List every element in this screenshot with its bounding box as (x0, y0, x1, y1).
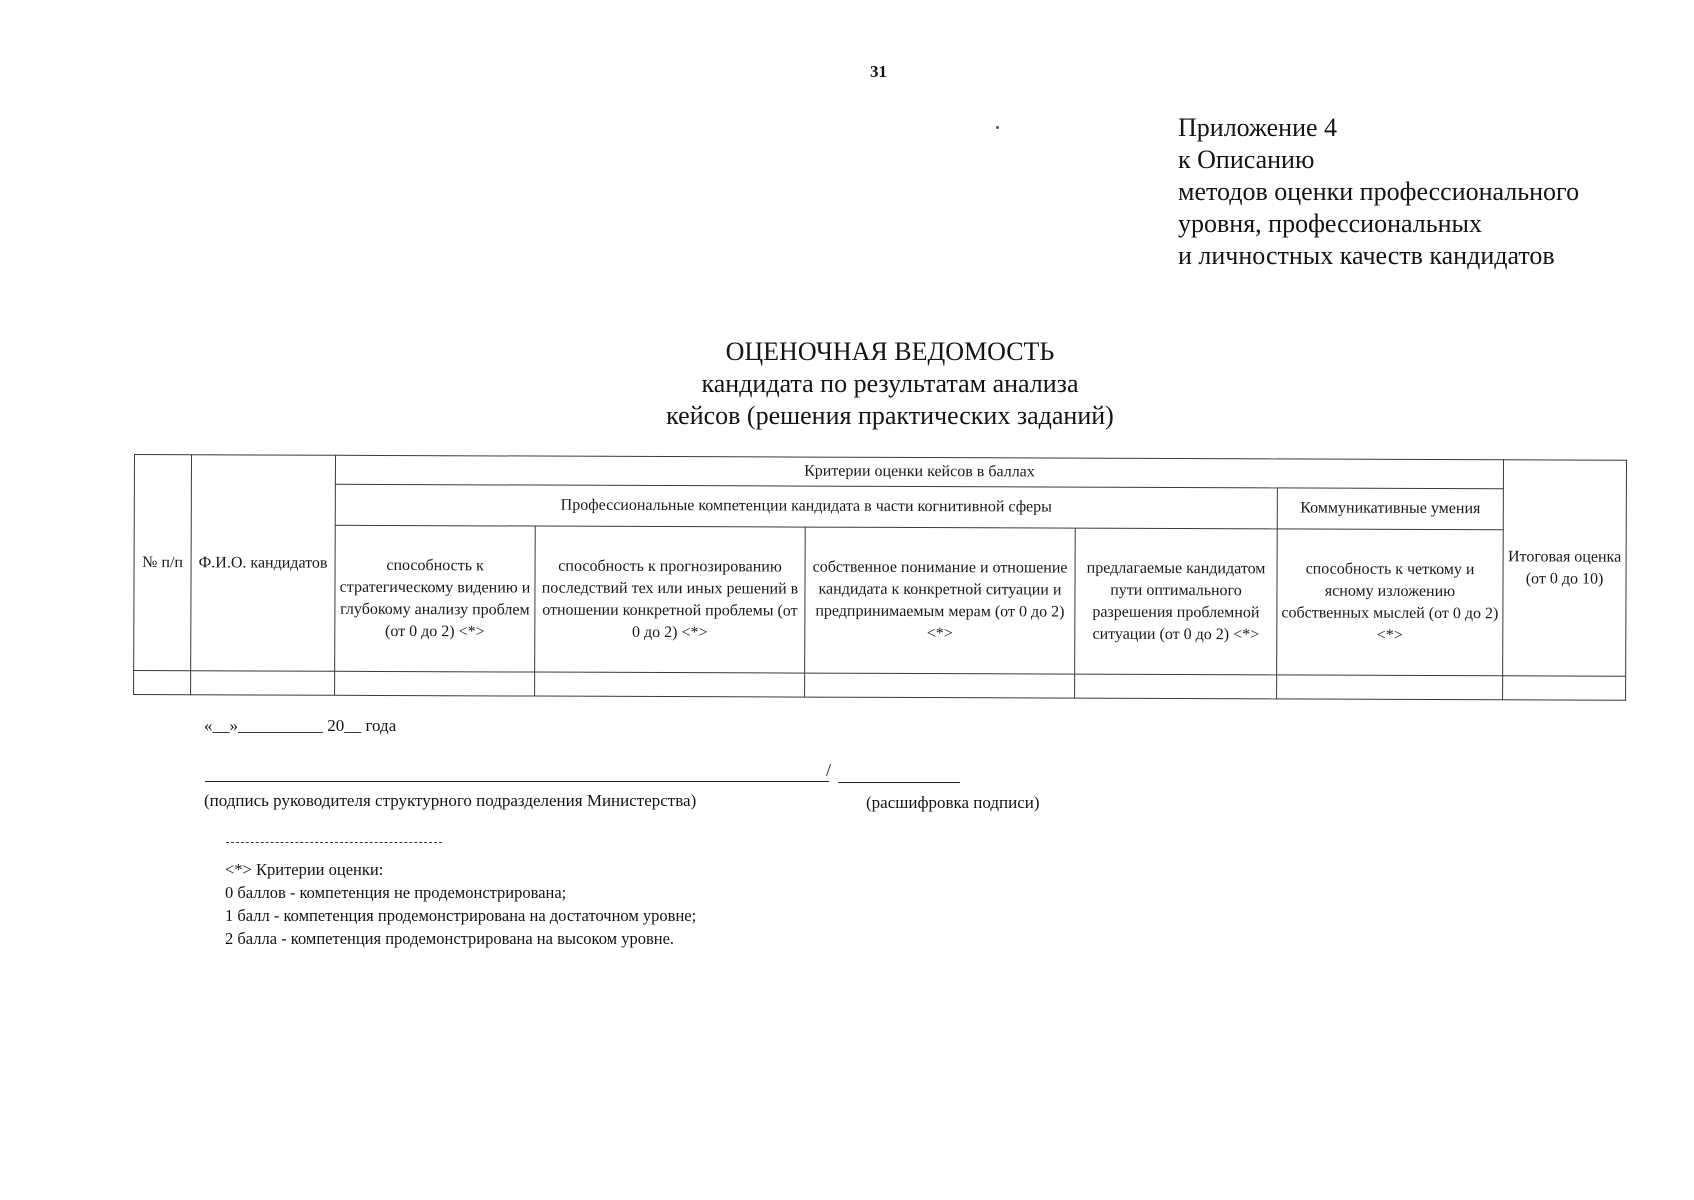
title-subtitle-line-1: кандидата по результатам анализа (701, 369, 1079, 398)
table-cell (1075, 674, 1277, 699)
title-main: ОЦЕНОЧНАЯ ВЕДОМОСТЬ (725, 337, 1055, 366)
footnote-heading: <*> Критерии оценки: (225, 860, 384, 879)
signature-decode-line (838, 782, 960, 783)
header-criterion-solutions: предлагаемые кандидатом пути оптимального разрешения проблемной ситуации (от 0 до 2) <*> (1075, 528, 1278, 675)
header-professional-competencies: Профессиональные компетенции кандидата в части когнитивной сферы (335, 484, 1277, 529)
table-cell (134, 671, 191, 695)
signature-caption: (подпись руководителя структурного подразделения Министерства) (204, 791, 697, 810)
header-number: № п/п (134, 455, 192, 671)
date-line: «__»__________ 20__ года (204, 716, 397, 735)
signature-separator: / (826, 760, 832, 780)
header-criterion-strategic-vision: способность к стратегическому видению и глубокому анализу проблем (от 0 до 2) <*> (335, 525, 536, 672)
footnote-item: 1 балл - компетенция продемонстрирована на достаточном уровне; (225, 906, 697, 925)
title-subtitle-line-2: кейсов (решения практических заданий) (666, 401, 1114, 430)
table-cell (805, 673, 1075, 698)
footnote-item: 2 балла - компетенция продемонстрирована на высоком уровне. (225, 929, 675, 948)
header-criterion-clear-expression: способность к четкому и ясному изложению собственных мыслей (от 0 до 2) <*> (1277, 529, 1504, 676)
table-cell (191, 671, 335, 696)
table-cell (535, 672, 805, 697)
signature-line (205, 781, 829, 782)
header-total-score: Итоговая оценка (от 0 до 10) (1503, 460, 1627, 676)
annex-line: уровня, профессиональных (1178, 209, 1482, 238)
header-criteria-group: Критерии оценки кейсов в баллах (335, 455, 1503, 488)
signature-decode-caption: (расшифровка подписи) (866, 793, 1040, 812)
annex-reference (1178, 112, 1579, 272)
header-full-name: Ф.И.О. кандидатов (191, 455, 336, 672)
table-cell (335, 671, 535, 696)
header-criterion-own-understanding: собственное понимание и отношение кандидата к конкретной ситуации и предпринимаемым мерам (от 0 до 2) <*> (805, 527, 1076, 674)
header-communicative-skills: Коммуникативные умения (1277, 488, 1503, 530)
scan-dot (996, 126, 999, 129)
grade-table (133, 454, 1627, 701)
grade-table-wrapper (133, 454, 1627, 701)
document-title (500, 336, 1280, 432)
footnote-item: 0 баллов - компетенция не продемонстрирована; (225, 883, 567, 902)
table-cell (1503, 676, 1626, 700)
annex-line: к Описанию (1178, 145, 1315, 174)
page-number: 31 (870, 62, 887, 81)
footnotes (225, 858, 696, 950)
footnote-divider (226, 842, 442, 843)
table-row (134, 671, 1626, 701)
annex-line: Приложение 4 (1178, 113, 1338, 142)
annex-line: методов оценки профессионального (1178, 177, 1580, 206)
header-criterion-forecasting: способность к прогнозированию последствий тех или иных решений в отношении конкретной проблемы (от 0 до 2) <*> (535, 526, 806, 673)
annex-line: и личностных качеств кандидатов (1178, 241, 1555, 270)
table-cell (1277, 675, 1503, 700)
